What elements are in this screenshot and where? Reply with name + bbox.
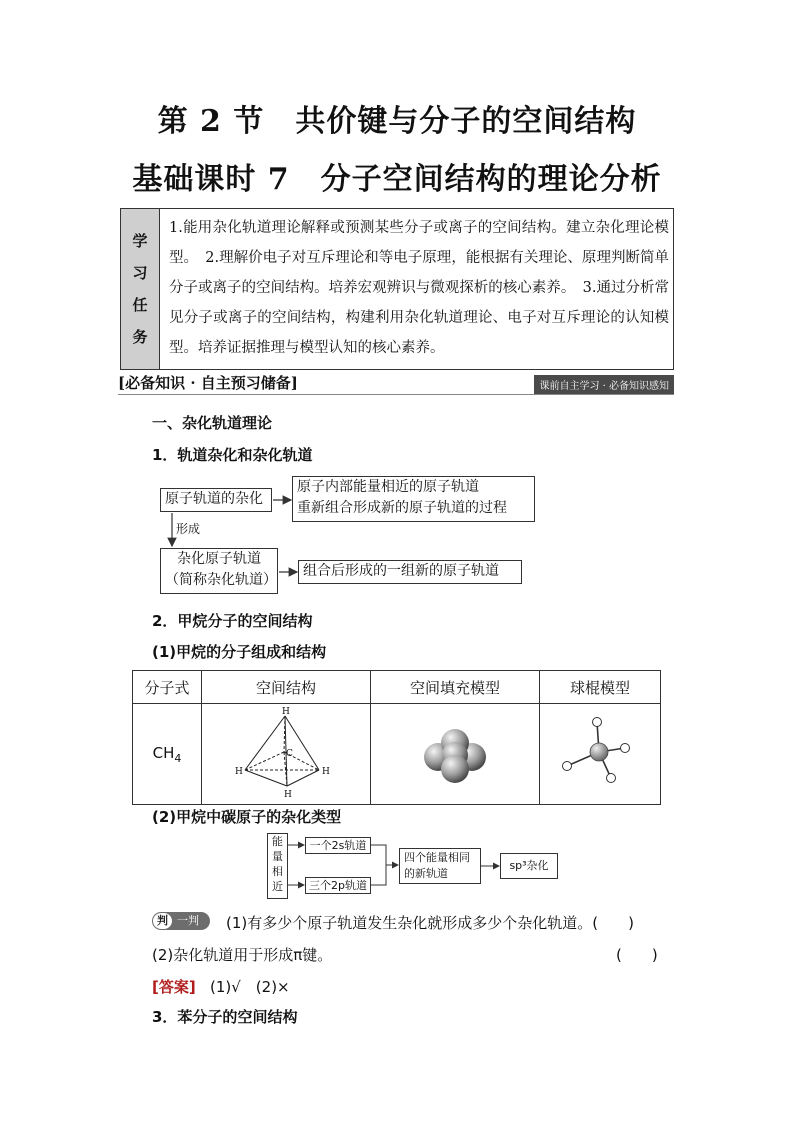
ball-stick-model xyxy=(555,712,645,792)
hyb-arrows xyxy=(0,820,794,910)
flow-box-orbital-hybridization: 原子轨道的杂化 xyxy=(160,488,272,512)
tetrahedron-cell xyxy=(202,704,371,805)
side-char: 习 xyxy=(132,264,148,282)
hyb-side-char: 量 xyxy=(272,850,283,863)
flow-arrow-label: 形成 xyxy=(176,522,201,536)
ball-h xyxy=(607,774,616,783)
atom-h-top: H xyxy=(282,707,290,717)
hyb-side-char: 相 xyxy=(272,865,283,878)
subheading-carbon-hybrid: (2)甲烷中碳原子的杂化类型 xyxy=(152,808,342,826)
tetrahedron-diagram xyxy=(231,706,341,798)
ball-stick-cell xyxy=(540,704,661,805)
judge-badge-b: 一判 xyxy=(177,914,199,927)
subheading-orbital-hybridization: 1．轨道杂化和杂化轨道 xyxy=(152,446,313,464)
ball-h xyxy=(621,744,630,753)
judge-badge-a: 判 xyxy=(153,913,172,929)
atom-c: C xyxy=(286,749,293,759)
subheading-methane: 2．甲烷分子的空间结构 xyxy=(152,612,313,630)
chapter-title: 第 2 节 共价键与分子的空间结构 xyxy=(157,104,637,139)
formula-subscript: 4 xyxy=(174,751,182,765)
atom-h-left: H xyxy=(235,767,243,777)
ball-c xyxy=(590,743,608,761)
hyb-mid-line2: 的新轨道 xyxy=(404,867,448,880)
hyb-2s-box: 一个2s轨道 xyxy=(305,837,371,854)
subheading-methane-structure: (1)甲烷的分子组成和结构 xyxy=(152,643,327,661)
tasks-text: 1.能用杂化轨道理论解释或预测某些分子或离子的空间结构。建立杂化理论模型。 2.理解价电子对互斥理论和等电子原理，能根据有关理论、原理判断简单分子或离子的空间结构。培养宏观辨识与微观探析的核心素养。 3.通过分析常见分子或离子的空间结构，构建利用杂化轨道理论、电子对互斥理论的认知模型。培养证据推理与模型认知的核心素养。 xyxy=(169,220,669,356)
formula-cell xyxy=(133,704,202,805)
flow-box-hybrid-line1: 杂化原子轨道 xyxy=(177,551,261,567)
hyb-side-char: 近 xyxy=(272,880,283,893)
judge-question-2-paren: ( ) xyxy=(616,946,658,964)
ball-h xyxy=(593,718,602,727)
flow-box-definition-line1: 原子内部能量相近的原子轨道 xyxy=(297,479,479,495)
judge-question-1: (1)有多少个原子轨道发生杂化就形成多少个杂化轨道。( ) xyxy=(226,914,634,932)
subheading-benzene: 3．苯分子的空间结构 xyxy=(152,1008,298,1026)
col-formula: 分子式 xyxy=(133,671,202,704)
atom-h-bottom: H xyxy=(284,790,292,798)
flow-box-hybrid-line2: （简称杂化轨道） xyxy=(165,572,277,588)
answer-text: (1)√ (2)× xyxy=(210,978,290,996)
side-char: 学 xyxy=(132,232,148,250)
flow-box-definition-line2: 重新组合形成新的原子轨道的过程 xyxy=(297,500,507,516)
col-space-filling: 空间填充模型 xyxy=(371,671,540,704)
col-ball-stick: 球棍模型 xyxy=(540,671,661,704)
ball-h xyxy=(563,762,572,771)
space-filling-cell xyxy=(371,704,540,805)
lesson-title: 基础课时 7 分子空间结构的理论分析 xyxy=(132,162,662,197)
judge-question-2: (2)杂化轨道用于形成π键。 xyxy=(152,946,333,964)
judge-badge xyxy=(152,912,210,930)
space-filling-model xyxy=(410,717,500,787)
side-char: 任 xyxy=(132,296,148,314)
atom-h-right: H xyxy=(322,767,330,777)
side-char: 务 xyxy=(132,328,148,346)
flow-box-new-orbitals: 组合后形成的一组新的原子轨道 xyxy=(298,560,522,584)
hyb-mid-line1: 四个能量相同 xyxy=(404,851,470,864)
hyb-side-char: 能 xyxy=(272,835,283,848)
methane-table xyxy=(132,670,661,805)
section-label: [必备知识 · 自主预习储备] xyxy=(118,374,298,392)
answer-label: [答案] xyxy=(152,978,196,996)
hyb-2p-box: 三个2p轨道 xyxy=(305,877,371,894)
formula-text: CH xyxy=(152,743,175,762)
col-spatial-structure: 空间结构 xyxy=(202,671,371,704)
hyb-result-box: sp³杂化 xyxy=(500,853,558,879)
sphere-h xyxy=(441,755,469,783)
heading-hybrid-theory: 一、杂化轨道理论 xyxy=(152,414,273,432)
section-badge: 课前自主学习 · 必备知识感知 xyxy=(534,375,674,394)
